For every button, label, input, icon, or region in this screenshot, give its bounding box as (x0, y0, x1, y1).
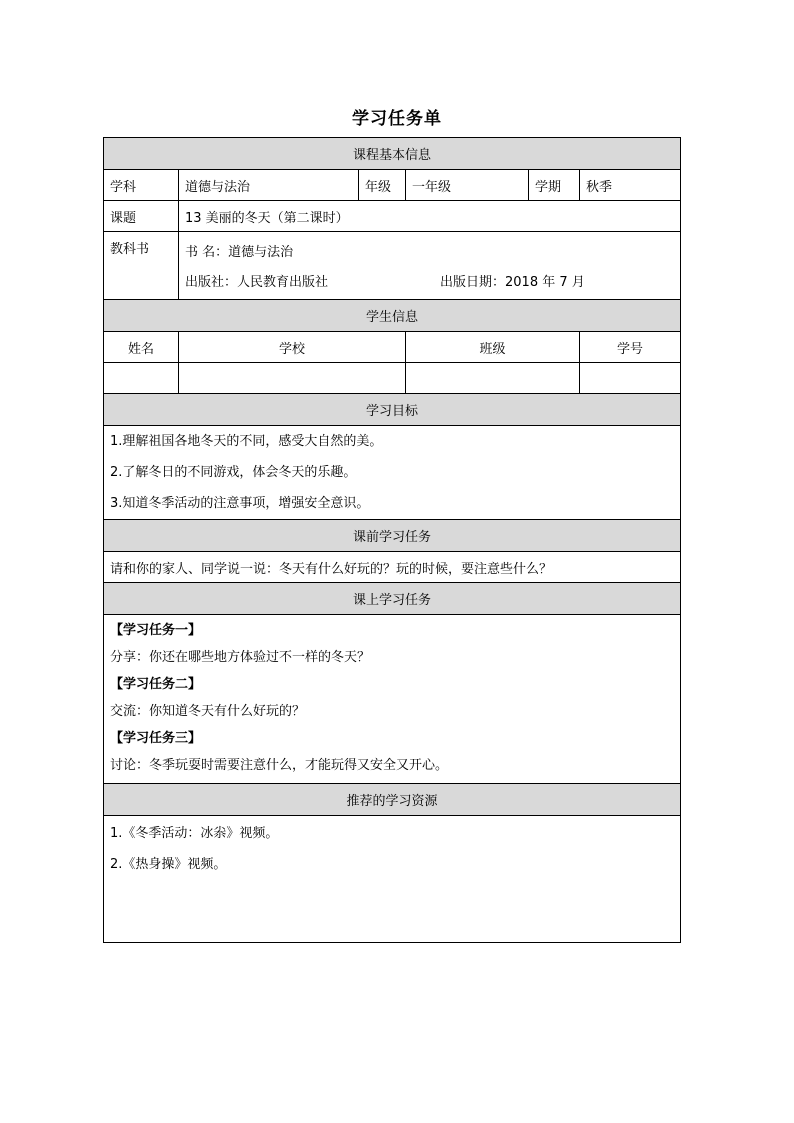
list-item: 1.《冬季活动：冰尜》视频。 (110, 826, 279, 841)
pre-tasks-header: 课前学习任务 (104, 520, 681, 552)
list-item: 2.了解冬日的不同游戏，体会冬天的乐趣。 (110, 465, 357, 480)
textbook-details (179, 232, 681, 300)
task-three-heading: 【学习任务三】 (110, 731, 202, 746)
list-item: 2.《热身操》视频。 (110, 857, 227, 872)
publisher: 出版社：人民教育出版社 (185, 275, 329, 290)
page-title: 学习任务单 (352, 109, 442, 129)
col-name-header: 姓名 (104, 332, 179, 363)
course-info-header: 课程基本信息 (104, 138, 681, 170)
textbook-label: 教科书 (104, 232, 179, 300)
resources-list (104, 816, 681, 943)
publish-date: 出版日期：2018 年 7 月 (440, 275, 585, 290)
subject-label: 学科 (104, 170, 179, 201)
class-tasks-list (104, 615, 681, 784)
subject-value: 道德与法治 (179, 170, 359, 201)
col-class-header: 班级 (406, 332, 580, 363)
publisher-row (185, 268, 674, 298)
student-class-cell[interactable] (406, 363, 580, 394)
term-value: 秋季 (580, 170, 681, 201)
goals-list (104, 426, 681, 520)
task-sheet-table (103, 137, 681, 943)
task-two-text: 交流：你知道冬天有什么好玩的？ (110, 704, 306, 719)
grade-value: 一年级 (406, 170, 529, 201)
list-item: 3.知道冬季活动的注意事项，增强安全意识。 (110, 496, 370, 511)
task-two-heading: 【学习任务二】 (110, 677, 202, 692)
list-item: 1.理解祖国各地冬天的不同，感受大自然的美。 (110, 434, 383, 449)
col-id-header: 学号 (580, 332, 681, 363)
task-one-heading: 【学习任务一】 (110, 623, 202, 638)
topic-label: 课题 (104, 201, 179, 232)
term-label: 学期 (529, 170, 580, 201)
class-tasks-header: 课上学习任务 (104, 583, 681, 615)
resources-header: 推荐的学习资源 (104, 784, 681, 816)
book-name: 书 名：道德与法治 (185, 245, 294, 260)
topic-value: 13 美丽的冬天（第二课时） (179, 201, 681, 232)
pre-tasks-text: 请和你的家人、同学说一说：冬天有什么好玩的？玩的时候，要注意些什么？ (104, 552, 681, 583)
task-one-text: 分享：你还在哪些地方体验过不一样的冬天？ (110, 650, 371, 665)
student-school-cell[interactable] (179, 363, 406, 394)
task-three-text: 讨论：冬季玩耍时需要注意什么，才能玩得又安全又开心。 (110, 758, 449, 773)
student-info-header: 学生信息 (104, 300, 681, 332)
goals-header: 学习目标 (104, 394, 681, 426)
col-school-header: 学校 (179, 332, 406, 363)
student-id-cell[interactable] (580, 363, 681, 394)
student-name-cell[interactable] (104, 363, 179, 394)
grade-label: 年级 (359, 170, 406, 201)
